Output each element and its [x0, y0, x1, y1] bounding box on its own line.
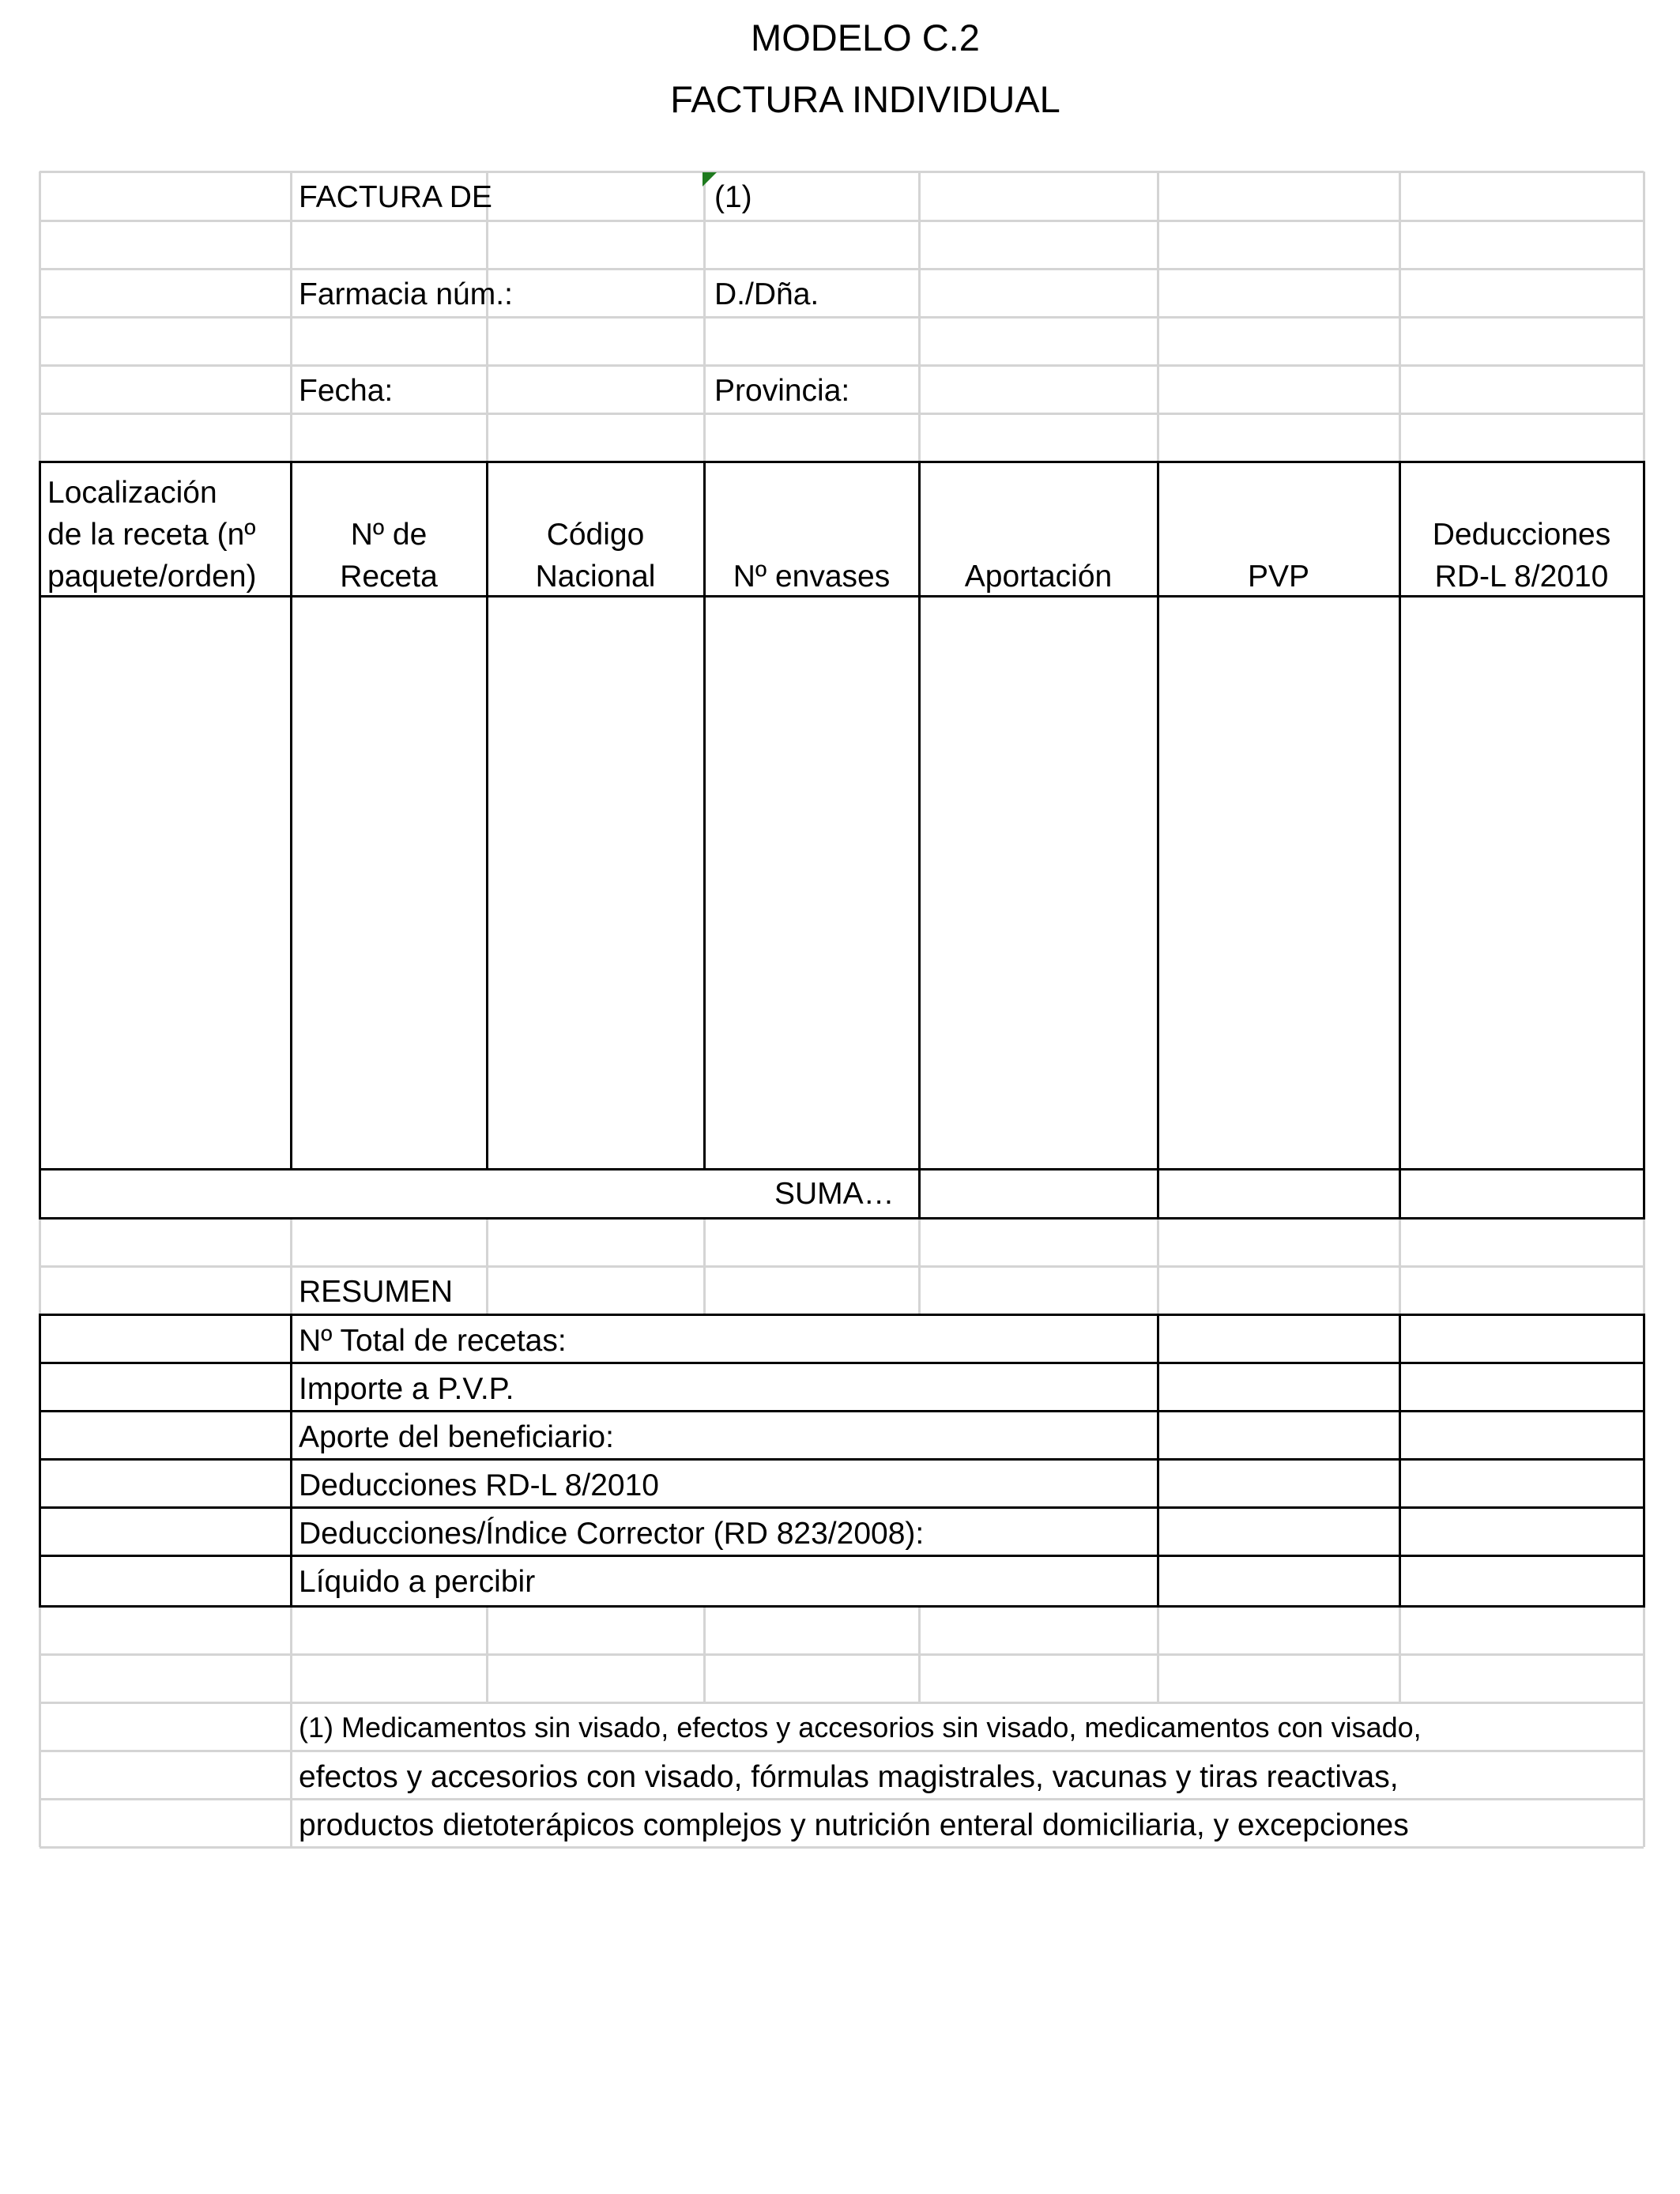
table-border: [1643, 1314, 1645, 1608]
column-header-pvp: PVP: [1247, 560, 1310, 594]
grid-line: [40, 1798, 1644, 1800]
grid-line: [1399, 1218, 1401, 1314]
grid-line: [918, 172, 921, 462]
invoice-of-label: FACTURA DE: [299, 180, 492, 214]
grid-line: [39, 1218, 41, 1314]
date-label: Fecha:: [299, 374, 394, 408]
grid-line: [486, 1218, 488, 1314]
table-border: [290, 1314, 292, 1608]
province-label: Provincia:: [714, 374, 850, 408]
table-border: [918, 1168, 921, 1220]
column-header-contribution: Aportación: [964, 560, 1113, 594]
grid-line: [40, 1653, 1644, 1656]
grid-line: [1157, 172, 1159, 462]
summary-pvp-amount: Importe a P.V.P.: [299, 1372, 514, 1406]
grid-line: [918, 1606, 921, 1702]
table-border: [39, 1605, 1645, 1608]
column-header-packages: Nº envases: [733, 560, 891, 594]
footnote-line: productos dietoterápicos complejos y nutrición enteral domiciliaria, y excepciones: [299, 1808, 1409, 1842]
table-border: [39, 1168, 41, 1220]
grid-line: [40, 1702, 1644, 1704]
summary-beneficiary-contribution: Aporte del beneficiario:: [299, 1420, 614, 1454]
note-reference: (1): [714, 180, 752, 214]
footnote-line: (1) Medicamentos sin visado, efectos y accesorios sin visado, medicamentos con visado,: [299, 1711, 1422, 1744]
sum-label: SUMA…: [774, 1177, 895, 1211]
grid-line: [1643, 1606, 1645, 1702]
table-border: [1157, 1314, 1159, 1608]
column-header-national-code: Código Nacional: [535, 518, 656, 594]
table-border: [1399, 1168, 1401, 1220]
grid-line: [40, 1846, 1644, 1849]
table-border: [39, 1168, 1645, 1171]
table-border: [39, 1314, 1645, 1316]
grid-line: [40, 268, 1644, 270]
table-border: [39, 1506, 1645, 1509]
summary-deductions: Deducciones RD-L 8/2010: [299, 1468, 659, 1502]
grid-line: [1643, 1702, 1645, 1847]
grid-line: [40, 171, 1644, 173]
grid-line: [290, 1218, 292, 1314]
summary-corrector-index: Deducciones/Índice Corrector (RD 823/2008):: [299, 1517, 925, 1551]
grid-line: [39, 1702, 41, 1847]
table-border: [39, 1217, 1645, 1220]
grid-line: [918, 1218, 921, 1314]
form-title: MODELO C.2: [751, 17, 980, 58]
grid-line: [1399, 1606, 1401, 1702]
column-header-location: Localización de la receta (nº paquete/orden): [47, 476, 257, 594]
grid-line: [40, 1750, 1644, 1752]
grid-line: [290, 1606, 292, 1702]
grid-line: [703, 1218, 706, 1314]
form-subtitle: FACTURA INDIVIDUAL: [670, 78, 1060, 120]
grid-line: [290, 1702, 292, 1847]
summary-total-prescriptions: Nº Total de recetas:: [299, 1324, 567, 1358]
table-border: [39, 1410, 1645, 1412]
holder-name-label: D./Dña.: [714, 277, 819, 311]
grid-line: [703, 172, 706, 462]
grid-line: [40, 413, 1644, 415]
grid-line: [1157, 1606, 1159, 1702]
summary-heading: RESUMEN: [299, 1275, 454, 1309]
grid-line: [39, 172, 41, 462]
column-header-prescription-number: Nº de Receta: [340, 518, 438, 594]
grid-line: [40, 316, 1644, 319]
grid-line: [290, 172, 292, 462]
table-border: [1157, 1168, 1159, 1220]
table-border: [1643, 1168, 1645, 1220]
grid-line: [1399, 172, 1401, 462]
grid-line: [486, 1606, 488, 1702]
grid-line: [39, 1606, 41, 1702]
column-header-deductions: Deducciones RD-L 8/2010: [1432, 518, 1611, 594]
table-border: [39, 1555, 1645, 1557]
table-border: [39, 1458, 1645, 1461]
pharmacy-number-label: Farmacia núm.:: [299, 277, 513, 311]
grid-line: [40, 220, 1644, 222]
table-border: [1399, 1314, 1401, 1608]
grid-line: [1643, 172, 1645, 462]
grid-line: [40, 364, 1644, 367]
table-border: [39, 1362, 1645, 1364]
grid-line: [1643, 1218, 1645, 1314]
table-border: [39, 461, 1645, 463]
grid-line: [486, 172, 488, 462]
footnote-line: efectos y accesorios con visado, fórmulas magistrales, vacunas y tiras reactivas,: [299, 1760, 1399, 1794]
summary-net-payable: Líquido a percibir: [299, 1565, 536, 1599]
grid-line: [1157, 1218, 1159, 1314]
grid-line: [703, 1606, 706, 1702]
table-border: [39, 1314, 41, 1608]
grid-line: [40, 1265, 1644, 1268]
